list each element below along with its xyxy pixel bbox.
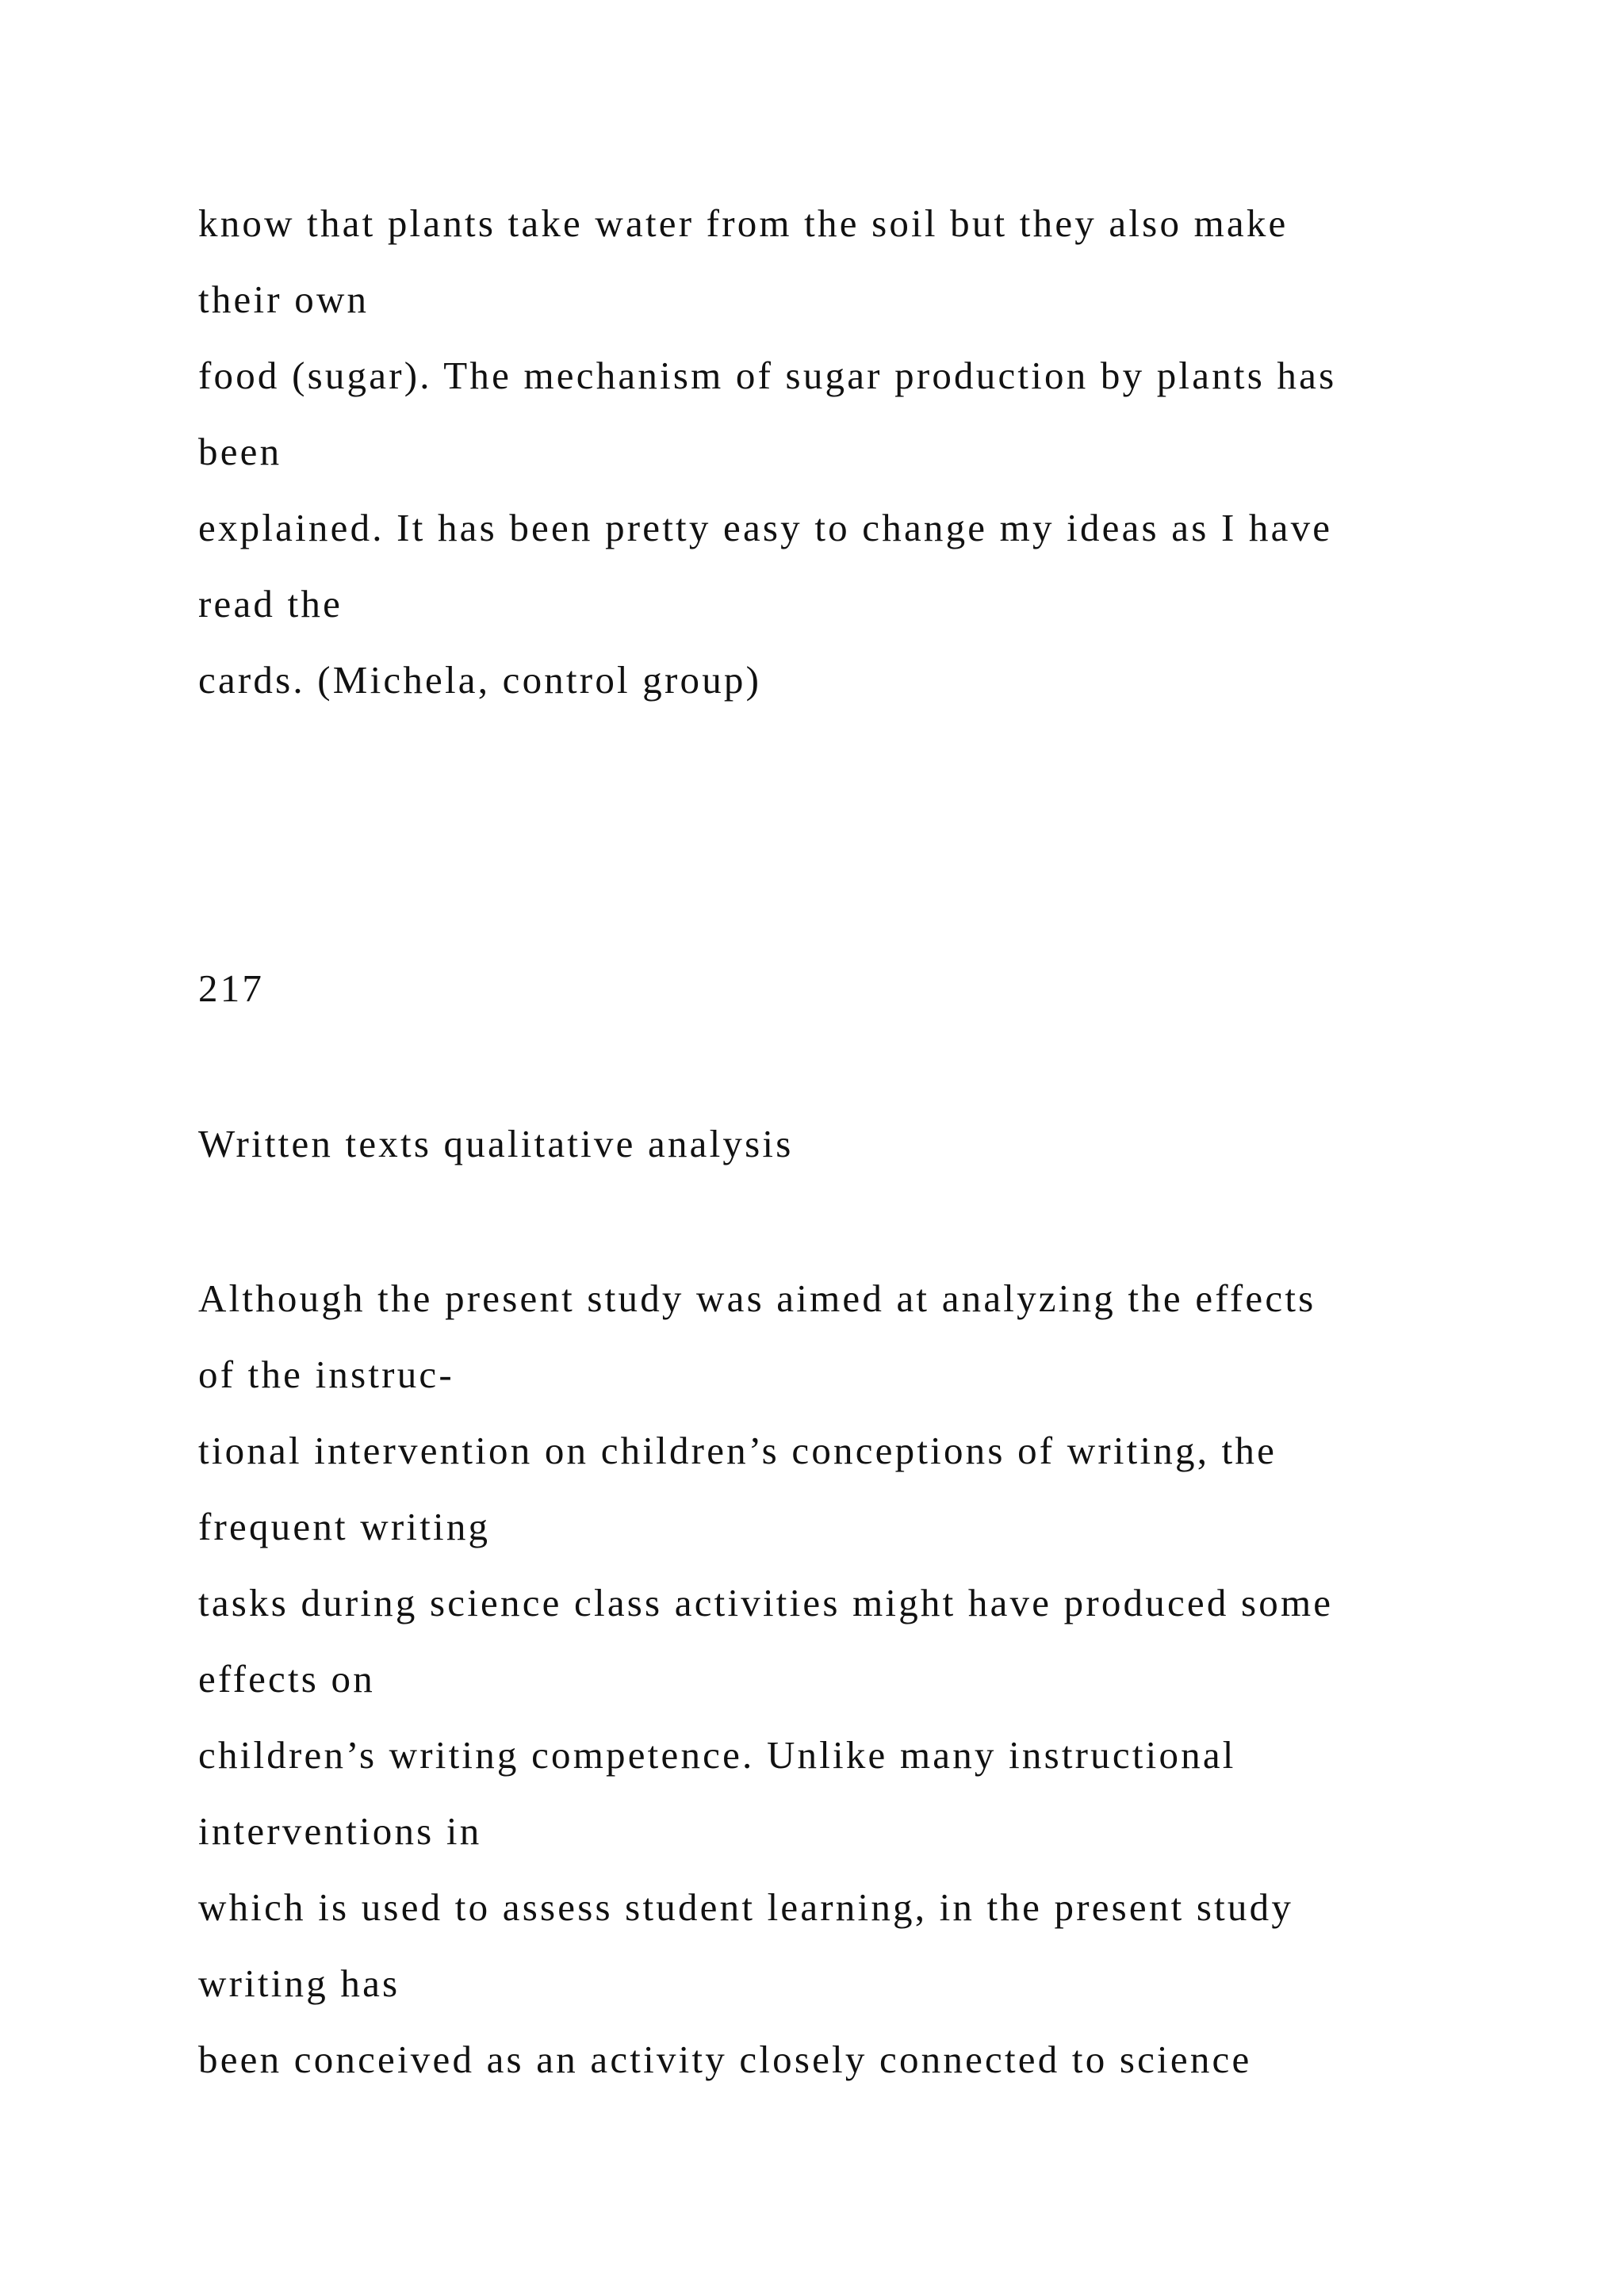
paragraph-line: interventions in	[198, 1809, 482, 1853]
paragraph-line: tional intervention on children’s conceptions of writing, the	[198, 1429, 1277, 1472]
quote-line: know that plants take water from the soil but they also make	[198, 201, 1289, 245]
paragraph-line: children’s writing competence. Unlike many instructional	[198, 1733, 1236, 1777]
paragraph-line: which is used to assess student learning, in the present study	[198, 1885, 1294, 1929]
quote-line: explained. It has been pretty easy to change my ideas as I have	[198, 506, 1333, 549]
paragraph-line: Although the present study was aimed at analyzing the effects	[198, 1276, 1316, 1320]
quote-line: read the	[198, 582, 343, 626]
quote-line: their own	[198, 277, 370, 321]
quote-line: cards. (Michela, control group)	[198, 658, 762, 702]
paragraph-line: writing has	[198, 1961, 400, 2005]
section-heading: Written texts qualitative analysis	[198, 1122, 794, 1165]
paragraph-line: tasks during science class activities might have produced some	[198, 1581, 1334, 1624]
paragraph-line: frequent writing	[198, 1505, 491, 1548]
paragraph-line: of the instruc-	[198, 1353, 454, 1396]
page-number: 217	[198, 966, 265, 1010]
quote-line: been	[198, 430, 282, 473]
quote-line: food (sugar). The mechanism of sugar production by plants has	[198, 354, 1337, 397]
paragraph-line: been conceived as an activity closely connected to science	[198, 2038, 1252, 2081]
paragraph-line: effects on	[198, 1657, 375, 1701]
